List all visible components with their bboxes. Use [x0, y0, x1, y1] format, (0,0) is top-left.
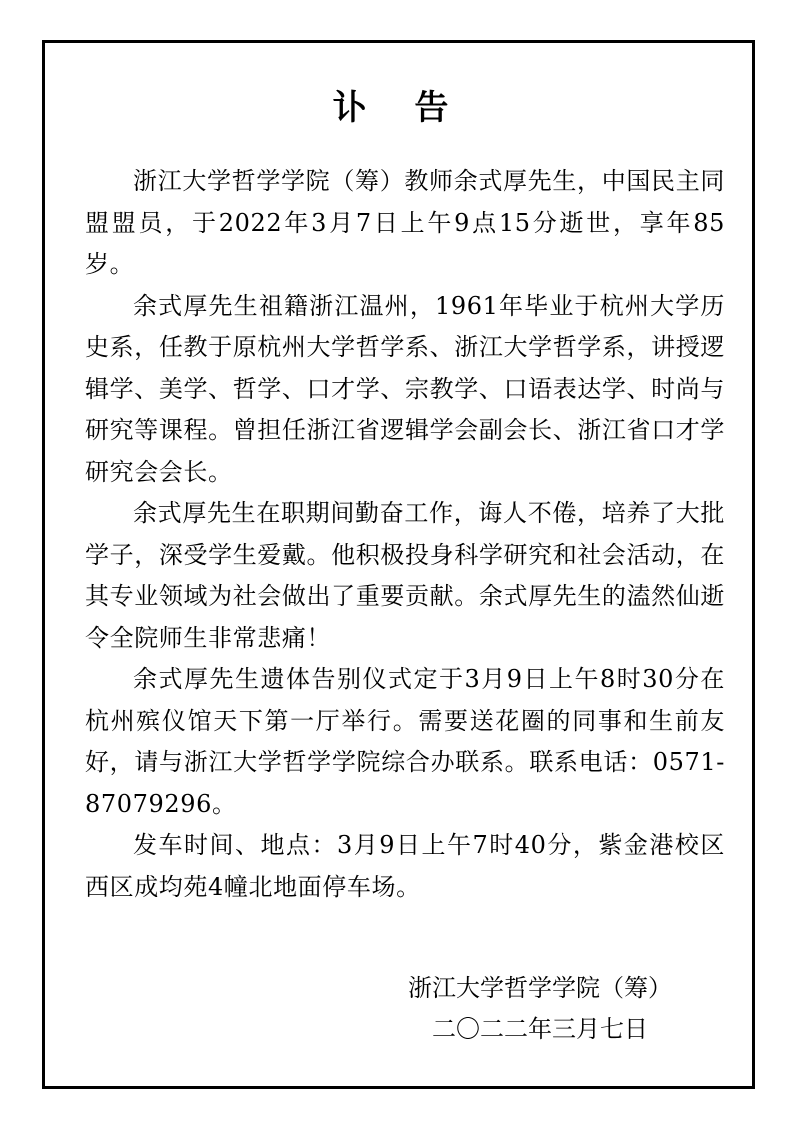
document-title: 讣 告 — [332, 88, 467, 128]
document-body — [85, 161, 725, 908]
paragraph-funeral-arrangement: 余式厚先生遗体告别仪式定于3月9日上午8时30分在杭州殡仪馆天下第一厅举行。需要送花圈的同事和生前友好，请与浙江大学哲学学院综合办联系。联系电话：0571-87079296。 — [85, 665, 725, 818]
paragraph-tribute: 余式厚先生在职期间勤奋工作，诲人不倦，培养了大批学子，深受学生爱戴。他积极投身科学研究和社会活动，在其专业领域为社会做出了重要贡献。余式厚先生的溘然仙逝令全院师生非常悲痛！ — [85, 499, 725, 652]
signature-organization: 浙江大学哲学学院（筹） — [408, 974, 672, 1002]
signature-block — [360, 968, 720, 1050]
signature-date: 二〇二二年三月七日 — [432, 1015, 648, 1043]
paragraph-transport: 发车时间、地点：3月9日上午7时40分，紫金港校区西区成均苑4幢北地面停车场。 — [85, 831, 725, 901]
paragraph-biography: 余式厚先生祖籍浙江温州，1961年毕业于杭州大学历史系，任教于原杭州大学哲学系、浙江大学哲学系，讲授逻辑学、美学、哲学、口才学、宗教学、口语表达学、时尚与研究等课程。曾担任浙江省逻辑学会副会长、浙江省口才学研究会会长。 — [85, 291, 725, 486]
paragraph-death-notice: 浙江大学哲学学院（筹）教师余式厚先生，中国民主同盟盟员，于2022年3月7日上午9点15分逝世，享年85岁。 — [85, 167, 725, 278]
